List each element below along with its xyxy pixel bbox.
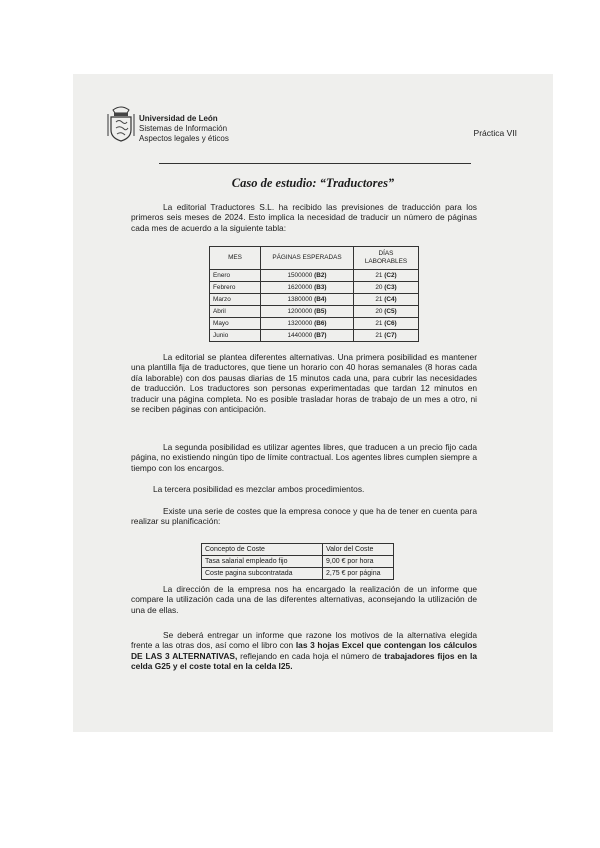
days-value: 21 xyxy=(375,272,383,279)
pages-cell-ref: (B3) xyxy=(314,284,327,291)
days-value: 20 xyxy=(375,308,383,315)
forecast-row xyxy=(210,330,419,342)
alternative-three-paragraph xyxy=(131,484,477,494)
forecast-row xyxy=(210,282,419,294)
cell-paginas xyxy=(261,282,354,294)
cell-mes: Enero xyxy=(210,270,261,282)
days-cell-ref: (C7) xyxy=(384,332,397,339)
intro-paragraph xyxy=(131,202,477,233)
days-cell-ref: (C6) xyxy=(384,320,397,327)
pages-value: 1200000 xyxy=(287,308,313,315)
costs-paragraph xyxy=(131,506,477,527)
header-mes: MES xyxy=(210,247,261,270)
header-divider xyxy=(159,163,471,164)
pages-value: 1500000 xyxy=(287,272,313,279)
alternative-one-text: La editorial se plantea diferentes alternativas. Una primera posibilidad es mantener una plantilla fija de traductores, que tiene un horario con 40 horas semanales (8 horas cada día laborable) con dos pausas diarias de 15 minutos cada una, para cubrir las necesidades de traducción. Los traductores son personas experimentadas que tardan 12 minutos en traducir una página completa. No es posible trasladar horas de trabajo de un mes a otro, ni se reciben páginas con anticipación. xyxy=(131,352,477,415)
alternative-two-text: La segunda posibilidad es utilizar agentes libres, que traducen a un precio fijo cada página, no existiendo ningún tipo de límite contractual. Los agentes libres cumplen siempre a tiempo con los encargos. xyxy=(131,442,477,473)
days-cell-ref: (C3) xyxy=(384,284,397,291)
report-request-paragraph xyxy=(131,584,477,615)
header-valor: Valor del Coste xyxy=(323,544,394,556)
forecast-row xyxy=(210,294,419,306)
days-value: 21 xyxy=(375,296,383,303)
days-cell-ref: (C4) xyxy=(384,296,397,303)
course-name: Aspectos legales y éticos xyxy=(139,134,229,143)
document-page xyxy=(73,74,553,732)
cell-mes: Febrero xyxy=(210,282,261,294)
pages-value: 1380000 xyxy=(287,296,313,303)
cell-concepto: Coste pagina subcontratada xyxy=(202,568,323,580)
cell-mes: Abril xyxy=(210,306,261,318)
pages-value: 1440000 xyxy=(287,332,313,339)
cell-paginas xyxy=(261,294,354,306)
costs-table xyxy=(201,543,394,580)
costs-text: Existe una serie de costes que la empresa conoce y que ha de tener en cuenta para realizar su planificación: xyxy=(131,506,477,527)
cell-dias xyxy=(354,294,419,306)
intro-text: La editorial Traductores S.L. ha recibido las previsiones de traducción para los primeros seis meses de 2024. Esto implica la necesidad de traducir un número de páginas cada mes de acuerdo a la siguiente tabla: xyxy=(131,202,477,233)
pages-cell-ref: (B5) xyxy=(314,308,327,315)
header-dias: DÍAS LABORABLES xyxy=(354,247,419,270)
pages-cell-ref: (B2) xyxy=(314,272,327,279)
cell-dias xyxy=(354,318,419,330)
cost-row xyxy=(202,556,394,568)
deliverables-text-d: trabajadores fijos en la celda G25 y el coste total en la celda I25. xyxy=(131,650,477,672)
cell-mes: Junio xyxy=(210,330,261,342)
cell-dias xyxy=(354,330,419,342)
cell-dias xyxy=(354,270,419,282)
forecast-row xyxy=(210,270,419,282)
cell-valor: 2,75 € por página xyxy=(323,568,394,580)
cell-paginas xyxy=(261,318,354,330)
header-concepto: Concepto de Coste xyxy=(202,544,323,556)
cell-valor: 9,00 € por hora xyxy=(323,556,394,568)
deliverables-paragraph xyxy=(131,630,477,672)
cell-paginas xyxy=(261,330,354,342)
deliverables-text-c: reflejando en cada hoja el número de xyxy=(237,650,385,661)
forecast-table xyxy=(209,246,419,342)
pages-cell-ref: (B7) xyxy=(314,332,327,339)
university-crest-icon xyxy=(107,104,135,142)
university-info xyxy=(139,114,229,144)
alternative-three-text: La tercera posibilidad es mezclar ambos procedimientos. xyxy=(153,484,365,494)
pages-cell-ref: (B4) xyxy=(314,296,327,303)
cell-mes: Marzo xyxy=(210,294,261,306)
deliverables-text-a: Se deberá entregar un informe que razone los motivos de la alternativa elegida frente a las otras dos, así como el libro con xyxy=(131,630,477,651)
cell-paginas xyxy=(261,306,354,318)
cell-dias xyxy=(354,306,419,318)
days-value: 21 xyxy=(375,332,383,339)
alternative-two-paragraph xyxy=(131,442,477,473)
days-cell-ref: (C2) xyxy=(384,272,397,279)
deliverables-text-b: las 3 hojas Excel que contengan los cálculos DE LAS 3 ALTERNATIVAS, xyxy=(131,640,477,661)
university-name: Universidad de León xyxy=(139,114,218,123)
pages-value: 1320000 xyxy=(287,320,313,327)
case-study-title: Caso de estudio: “Traductores” xyxy=(231,176,395,190)
cell-dias xyxy=(354,282,419,294)
cell-concepto: Tasa salarial empleado fijo xyxy=(202,556,323,568)
practice-number: Práctica VII xyxy=(473,128,517,138)
alternative-one-paragraph xyxy=(131,352,477,414)
department-name: Sistemas de Información xyxy=(139,124,228,133)
header-paginas: PÁGINAS ESPERADAS xyxy=(261,247,354,270)
pages-value: 1620000 xyxy=(287,284,313,291)
days-cell-ref: (C5) xyxy=(384,308,397,315)
report-request-text: La dirección de la empresa nos ha encargado la realización de un informe que compare la utilización cada una de las diferentes alternativas, aconsejando la utilización de una de ellas. xyxy=(131,584,477,615)
cost-row xyxy=(202,568,394,580)
days-value: 21 xyxy=(375,320,383,327)
cell-mes: Mayo xyxy=(210,318,261,330)
forecast-row xyxy=(210,306,419,318)
cell-paginas xyxy=(261,270,354,282)
forecast-row xyxy=(210,318,419,330)
pages-cell-ref: (B6) xyxy=(314,320,327,327)
days-value: 20 xyxy=(375,284,383,291)
